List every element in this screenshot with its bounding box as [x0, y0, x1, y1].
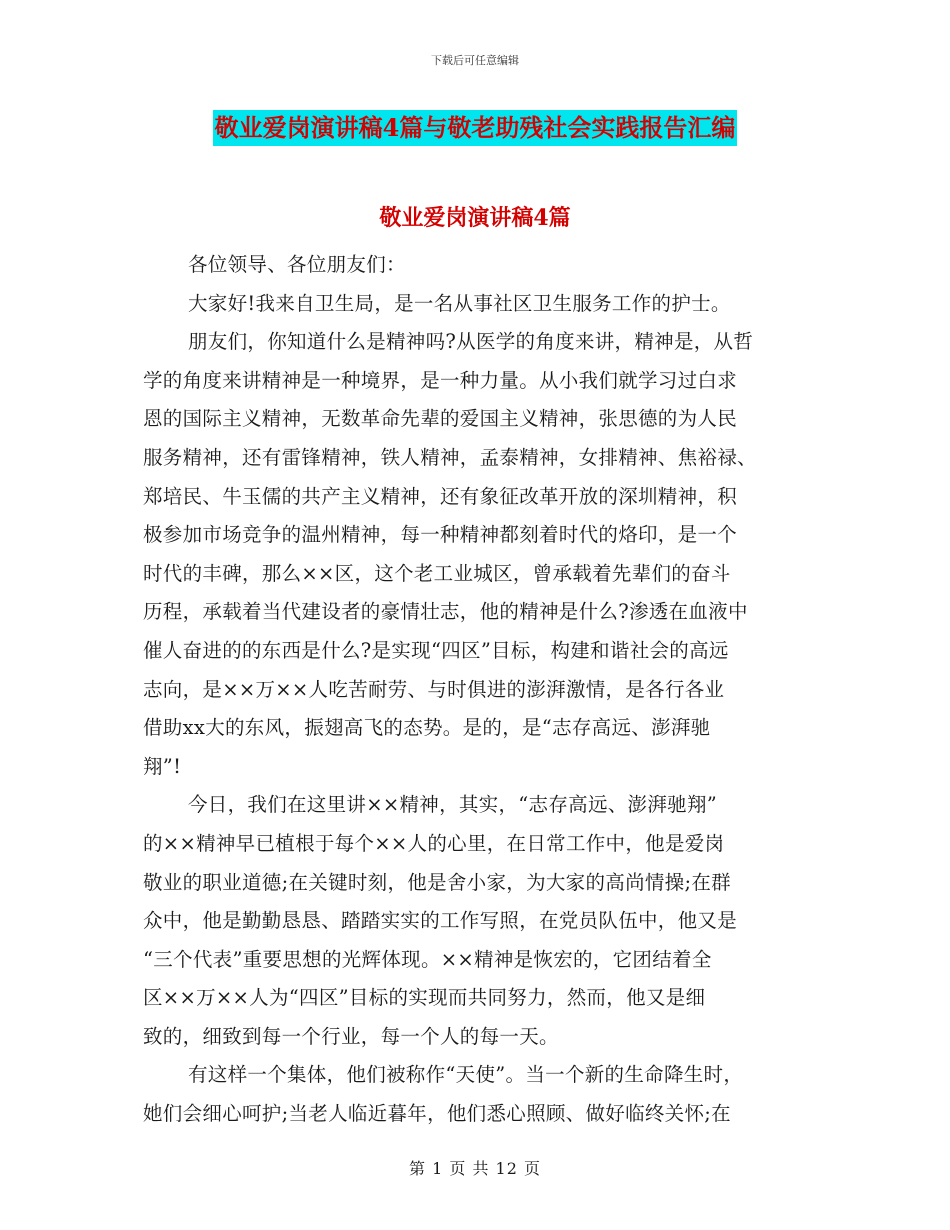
paragraph-line: 区××万××人为“四区”目标的实现而共同努力，然而，他又是细	[143, 986, 706, 1010]
paragraph-line: 今日，我们在这里讲××精神，其实，“志存高远、澎湃驰翔”	[188, 793, 718, 817]
paragraph-line: 时代的丰碑，那么××区，这个老工业城区，曾承载着先辈们的奋斗	[143, 561, 731, 585]
paragraph-line: 服务精神，还有雷锋精神，铁人精神，孟泰精神，女排精神、焦裕禄、	[143, 445, 757, 469]
paragraph-line: 历程，承载着当代建设者的豪情壮志，他的精神是什么?渗透在血液中	[143, 600, 748, 624]
paragraph-line: 众中，他是勤勤恳恳、踏踏实实的工作写照，在党员队伍中，他又是	[143, 909, 738, 933]
document-body	[143, 246, 807, 1134]
document-title-container	[0, 110, 950, 146]
paragraph-line: 她们会细心呵护;当老人临近暮年，他们悉心照顾、做好临终关怀;在	[143, 1102, 731, 1126]
paragraph-line: 郑培民、牛玉儒的共产主义精神，还有象征改革开放的深圳精神，积	[143, 484, 738, 508]
paragraph-line: 学的角度来讲精神是一种境界，是一种力量。从小我们就学习过白求	[143, 368, 738, 392]
page-header-note: 下载后可任意编辑	[431, 54, 519, 67]
paragraph-line: “三个代表”重要思想的光辉体现。××精神是恢宏的，它团结着全	[143, 947, 712, 971]
paragraph-line: 借助xx大的东风，振翅高飞的态势。是的，是“志存高远、澎湃驰	[143, 716, 711, 740]
paragraph-line: 朋友们，你知道什么是精神吗?从医学的角度来讲，精神是，从哲	[188, 330, 754, 354]
document-title: 敬业爱岗演讲稿4篇与敬老助残社会实践报告汇编	[213, 110, 738, 146]
paragraph-line: 各位领导、各位朋友们：	[188, 253, 406, 276]
paragraph-line: 极参加市场竞争的温州精神，每一种精神都刻着时代的烙印，是一个	[143, 523, 738, 547]
paragraph-line: 翔”!	[143, 754, 182, 778]
paragraph-line: 敬业的职业道德;在关键时刻，他是舍小家，为大家的高尚情操;在群	[143, 870, 731, 894]
paragraph-line: 的××精神早已植根于每个××人的心里，在日常工作中，他是爱岗	[143, 831, 725, 855]
paragraph-line: 致的，细致到每一个行业，每一个人的每一天。	[143, 1024, 559, 1048]
section-title: 敬业爱岗演讲稿4篇	[379, 205, 571, 231]
paragraph-line: 志向，是××万××人吃苦耐劳、与时俱进的澎湃激情，是各行各业	[143, 677, 725, 701]
paragraph-line: 恩的国际主义精神，无数革命先辈的爱国主义精神，张思德的为人民	[143, 407, 738, 431]
paragraph-line: 大家好!我来自卫生局，是一名从事社区卫生服务工作的护士。	[188, 291, 731, 315]
paragraph-line: 有这样一个集体，他们被称作“天使”。当一个新的生命降生时，	[188, 1063, 744, 1087]
paragraph-line: 催人奋进的的东西是什么?是实现“四区”目标，构建和谐社会的高远	[143, 638, 729, 662]
page-number-footer: 第 1 页 共 12 页	[409, 1159, 541, 1178]
